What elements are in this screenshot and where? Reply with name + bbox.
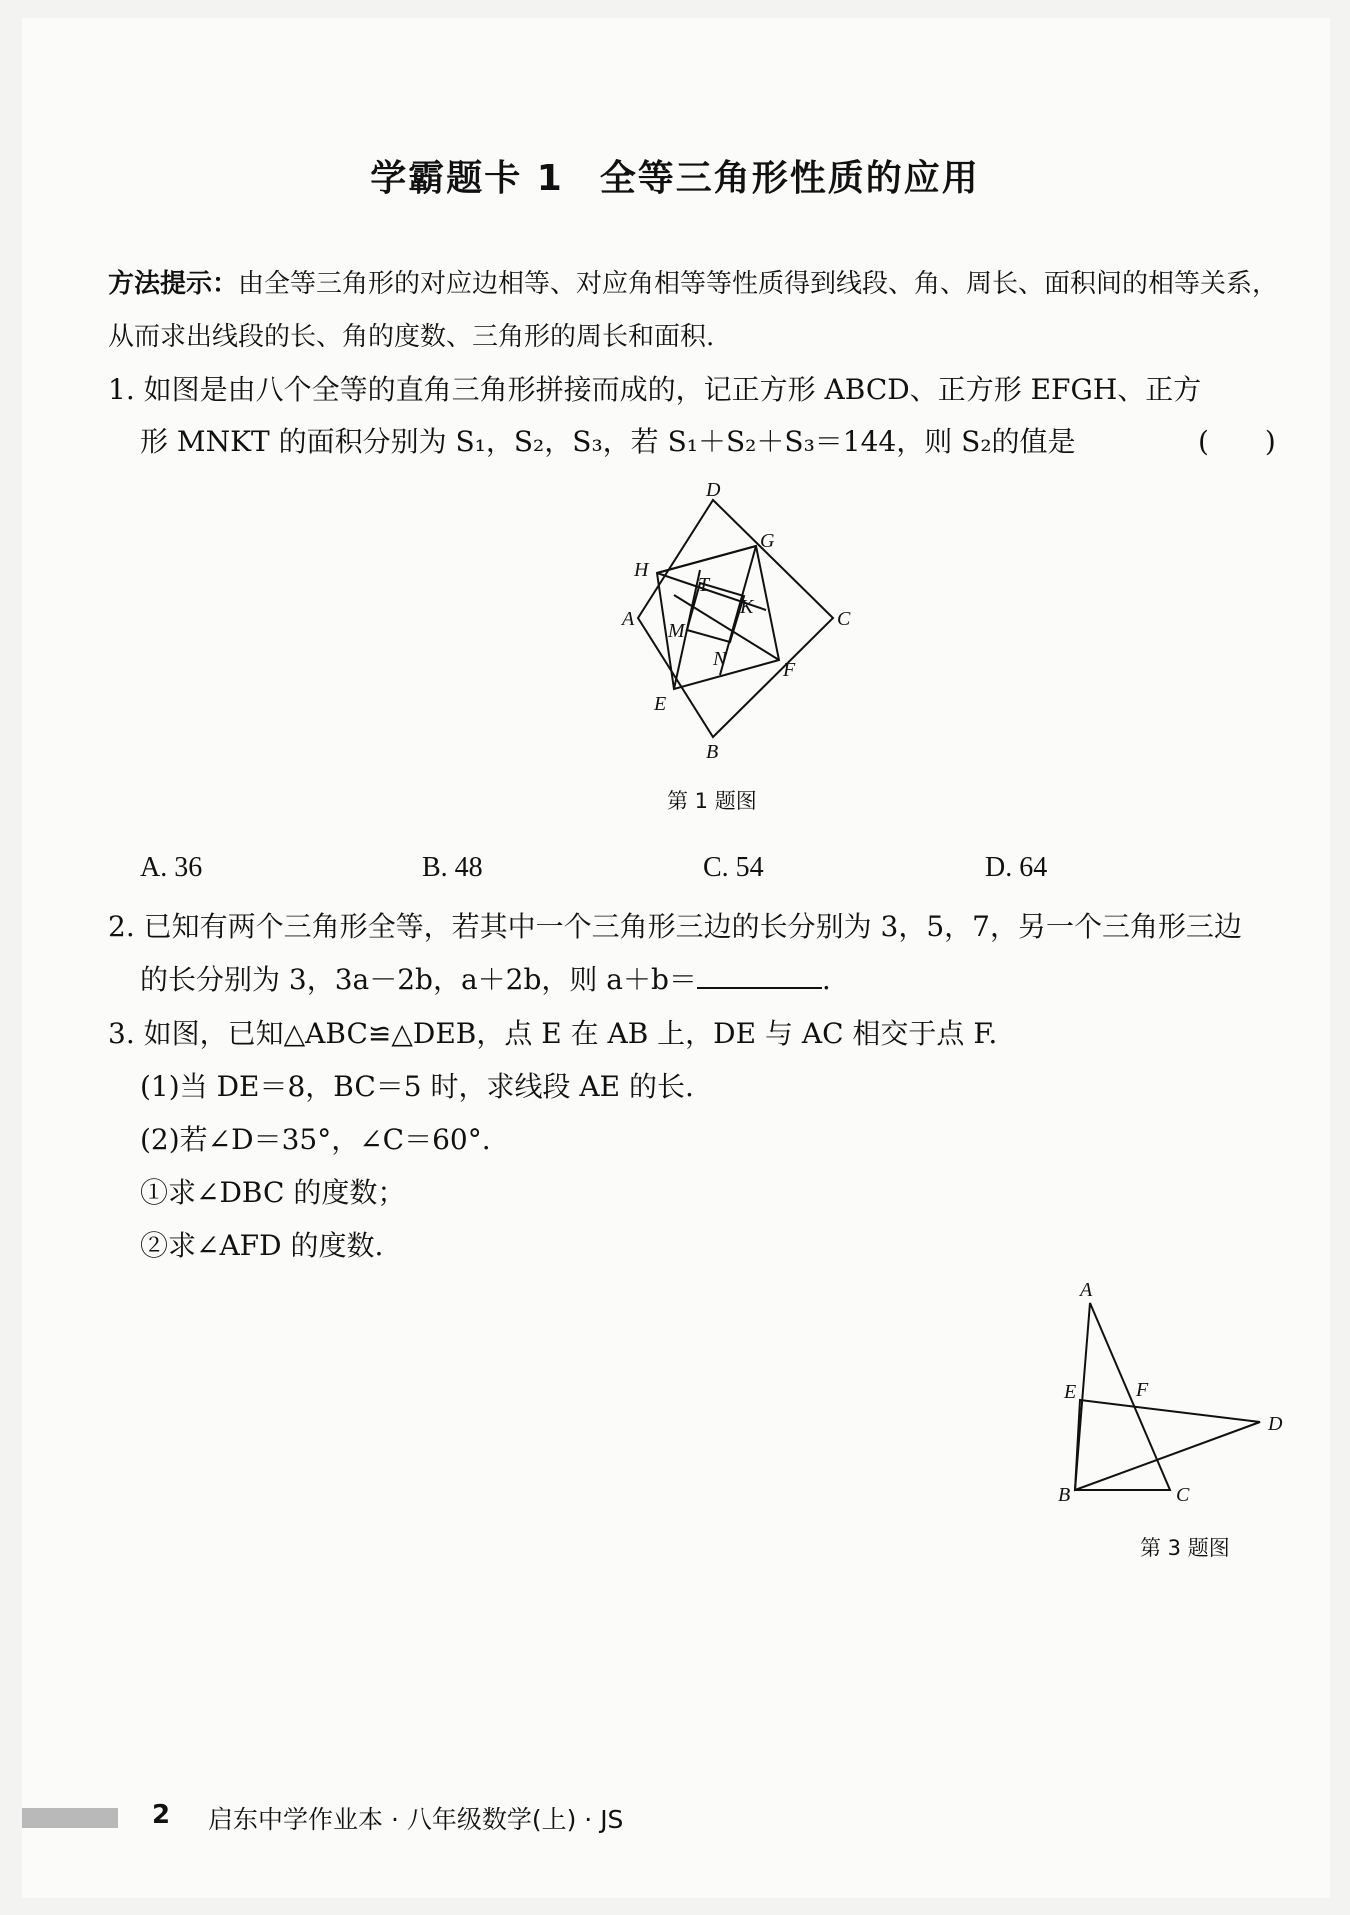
fig1-label-m: M	[668, 620, 685, 642]
fig1-label-n: N	[713, 648, 727, 670]
q3-part1: (1)当 DE＝8，BC＝5 时，求线段 AE 的长.	[140, 1070, 694, 1103]
q3-figure-caption: 第 3 题图	[1140, 1536, 1230, 1560]
q1-option-b: B. 48	[422, 852, 483, 883]
fig1-label-h: H	[634, 559, 649, 581]
q1-figure	[570, 475, 860, 765]
q2-line2-end: .	[821, 963, 831, 996]
q2-answer-blank	[697, 965, 822, 989]
tip-label: 方法提示：	[108, 269, 239, 299]
q2-line2-text: 的长分别为 3，3a－2b，a＋2b，则 a＋b＝	[140, 963, 697, 996]
fig3-label-c: C	[1176, 1484, 1190, 1506]
footer-bar	[22, 1808, 118, 1828]
triangle-abc	[1075, 1303, 1170, 1490]
q1-line1: 1. 如图是由八个全等的直角三角形拼接而成的，记正方形 ABCD、正方形 EFGH、正方	[108, 373, 1202, 406]
q3-line1: 3. 如图，已知△ABC≌△DEB，点 E 在 AB 上，DE 与 AC 相交于点 F.	[108, 1017, 998, 1050]
footer-text: 启东中学作业本 · 八年级数学(上) · JS	[208, 1805, 624, 1834]
fig1-label-f: F	[783, 659, 796, 681]
q1-option-d: D. 64	[985, 852, 1048, 883]
q3-figure	[1040, 1270, 1300, 1510]
q3-part2: (2)若∠D＝35°，∠C＝60°.	[140, 1123, 491, 1156]
fig3-label-e: E	[1064, 1381, 1077, 1403]
page-title	[0, 150, 1350, 201]
q3-sub2: ②求∠AFD 的度数.	[140, 1229, 384, 1262]
q1-option-a: A. 36	[140, 852, 203, 883]
triangle-deb	[1075, 1400, 1260, 1490]
fig1-label-a: A	[622, 608, 635, 630]
title-prefix: 学霸题卡 1	[370, 158, 564, 199]
fig1-label-e: E	[654, 693, 667, 715]
fig1-label-t: T	[698, 574, 710, 596]
fig1-label-k: K	[740, 596, 754, 618]
q2-line1: 2. 已知有两个三角形全等，若其中一个三角形三边的长分别为 3，5，7，另一个三角形三边	[108, 910, 1242, 943]
title-main: 全等三角形性质的应用	[599, 158, 980, 199]
fig1-label-c: C	[837, 608, 851, 630]
fig1-label-d: D	[706, 479, 721, 501]
fig3-label-d: D	[1268, 1413, 1283, 1435]
page-number: 2	[152, 1800, 171, 1830]
fig3-label-f: F	[1136, 1379, 1149, 1401]
fig3-label-b: B	[1058, 1484, 1071, 1506]
q1-figure-caption: 第 1 题图	[667, 789, 757, 813]
q2-line2	[140, 958, 831, 998]
q1-answer-paren: ( )	[1198, 425, 1276, 458]
fig1-label-g: G	[760, 530, 775, 552]
fig1-label-b: B	[706, 741, 719, 763]
method-tip	[108, 258, 1298, 364]
q1-option-c: C. 54	[703, 852, 764, 883]
fig3-label-a: A	[1080, 1279, 1093, 1301]
tip-text: 由全等三角形的对应边相等、对应角相等等性质得到线段、角、周长、面积间的相等关系，从而求出线段的长、角的度数、三角形的周长和面积.	[108, 269, 1279, 352]
q3-sub1: ①求∠DBC 的度数；	[140, 1176, 406, 1209]
q1-line2: 形 MNKT 的面积分别为 S₁，S₂，S₃，若 S₁＋S₂＋S₃＝144，则 S₂的值是	[140, 425, 1076, 458]
